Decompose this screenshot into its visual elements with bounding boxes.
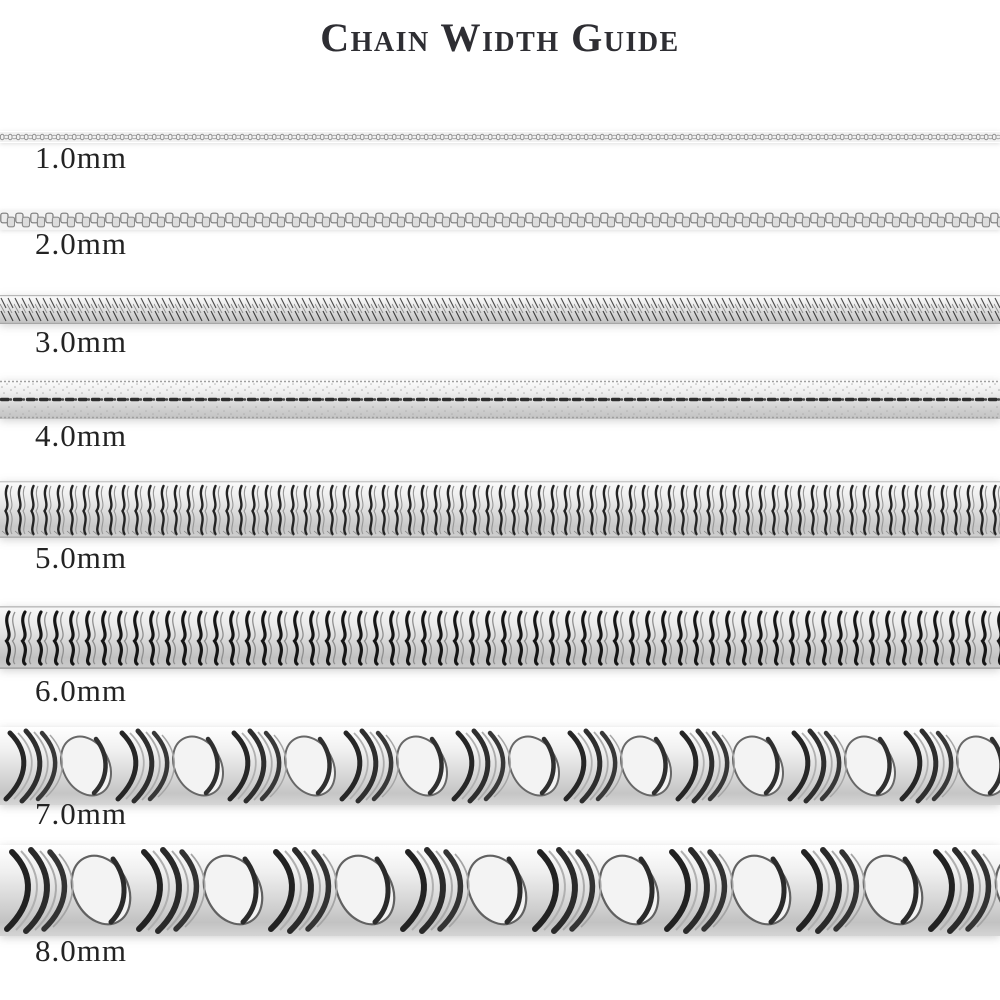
rope-chain-image-7mm [0,727,1000,805]
snake-chain-image-6mm [0,606,1000,669]
chain-width-label: 1.0mm [35,140,127,175]
chain-width-label: 3.0mm [35,324,127,359]
snake-chain-image-3mm [0,295,1000,324]
chain-width-label: 6.0mm [35,673,127,708]
cable-chain-image-1mm [0,131,1000,143]
chain-width-label: 5.0mm [35,540,127,575]
snake-chain-image-5mm [0,481,1000,538]
page-title: Chain Width Guide [320,15,680,60]
chain-width-label: 8.0mm [35,933,127,968]
rope-chain-image-8mm [0,845,1000,936]
chain-width-label: 7.0mm [35,796,127,831]
snake-chain-image-4mm [0,380,1000,419]
box-chain-image-2mm [0,210,1000,230]
chain-width-label: 4.0mm [35,418,127,453]
chain-width-label: 2.0mm [35,226,127,261]
